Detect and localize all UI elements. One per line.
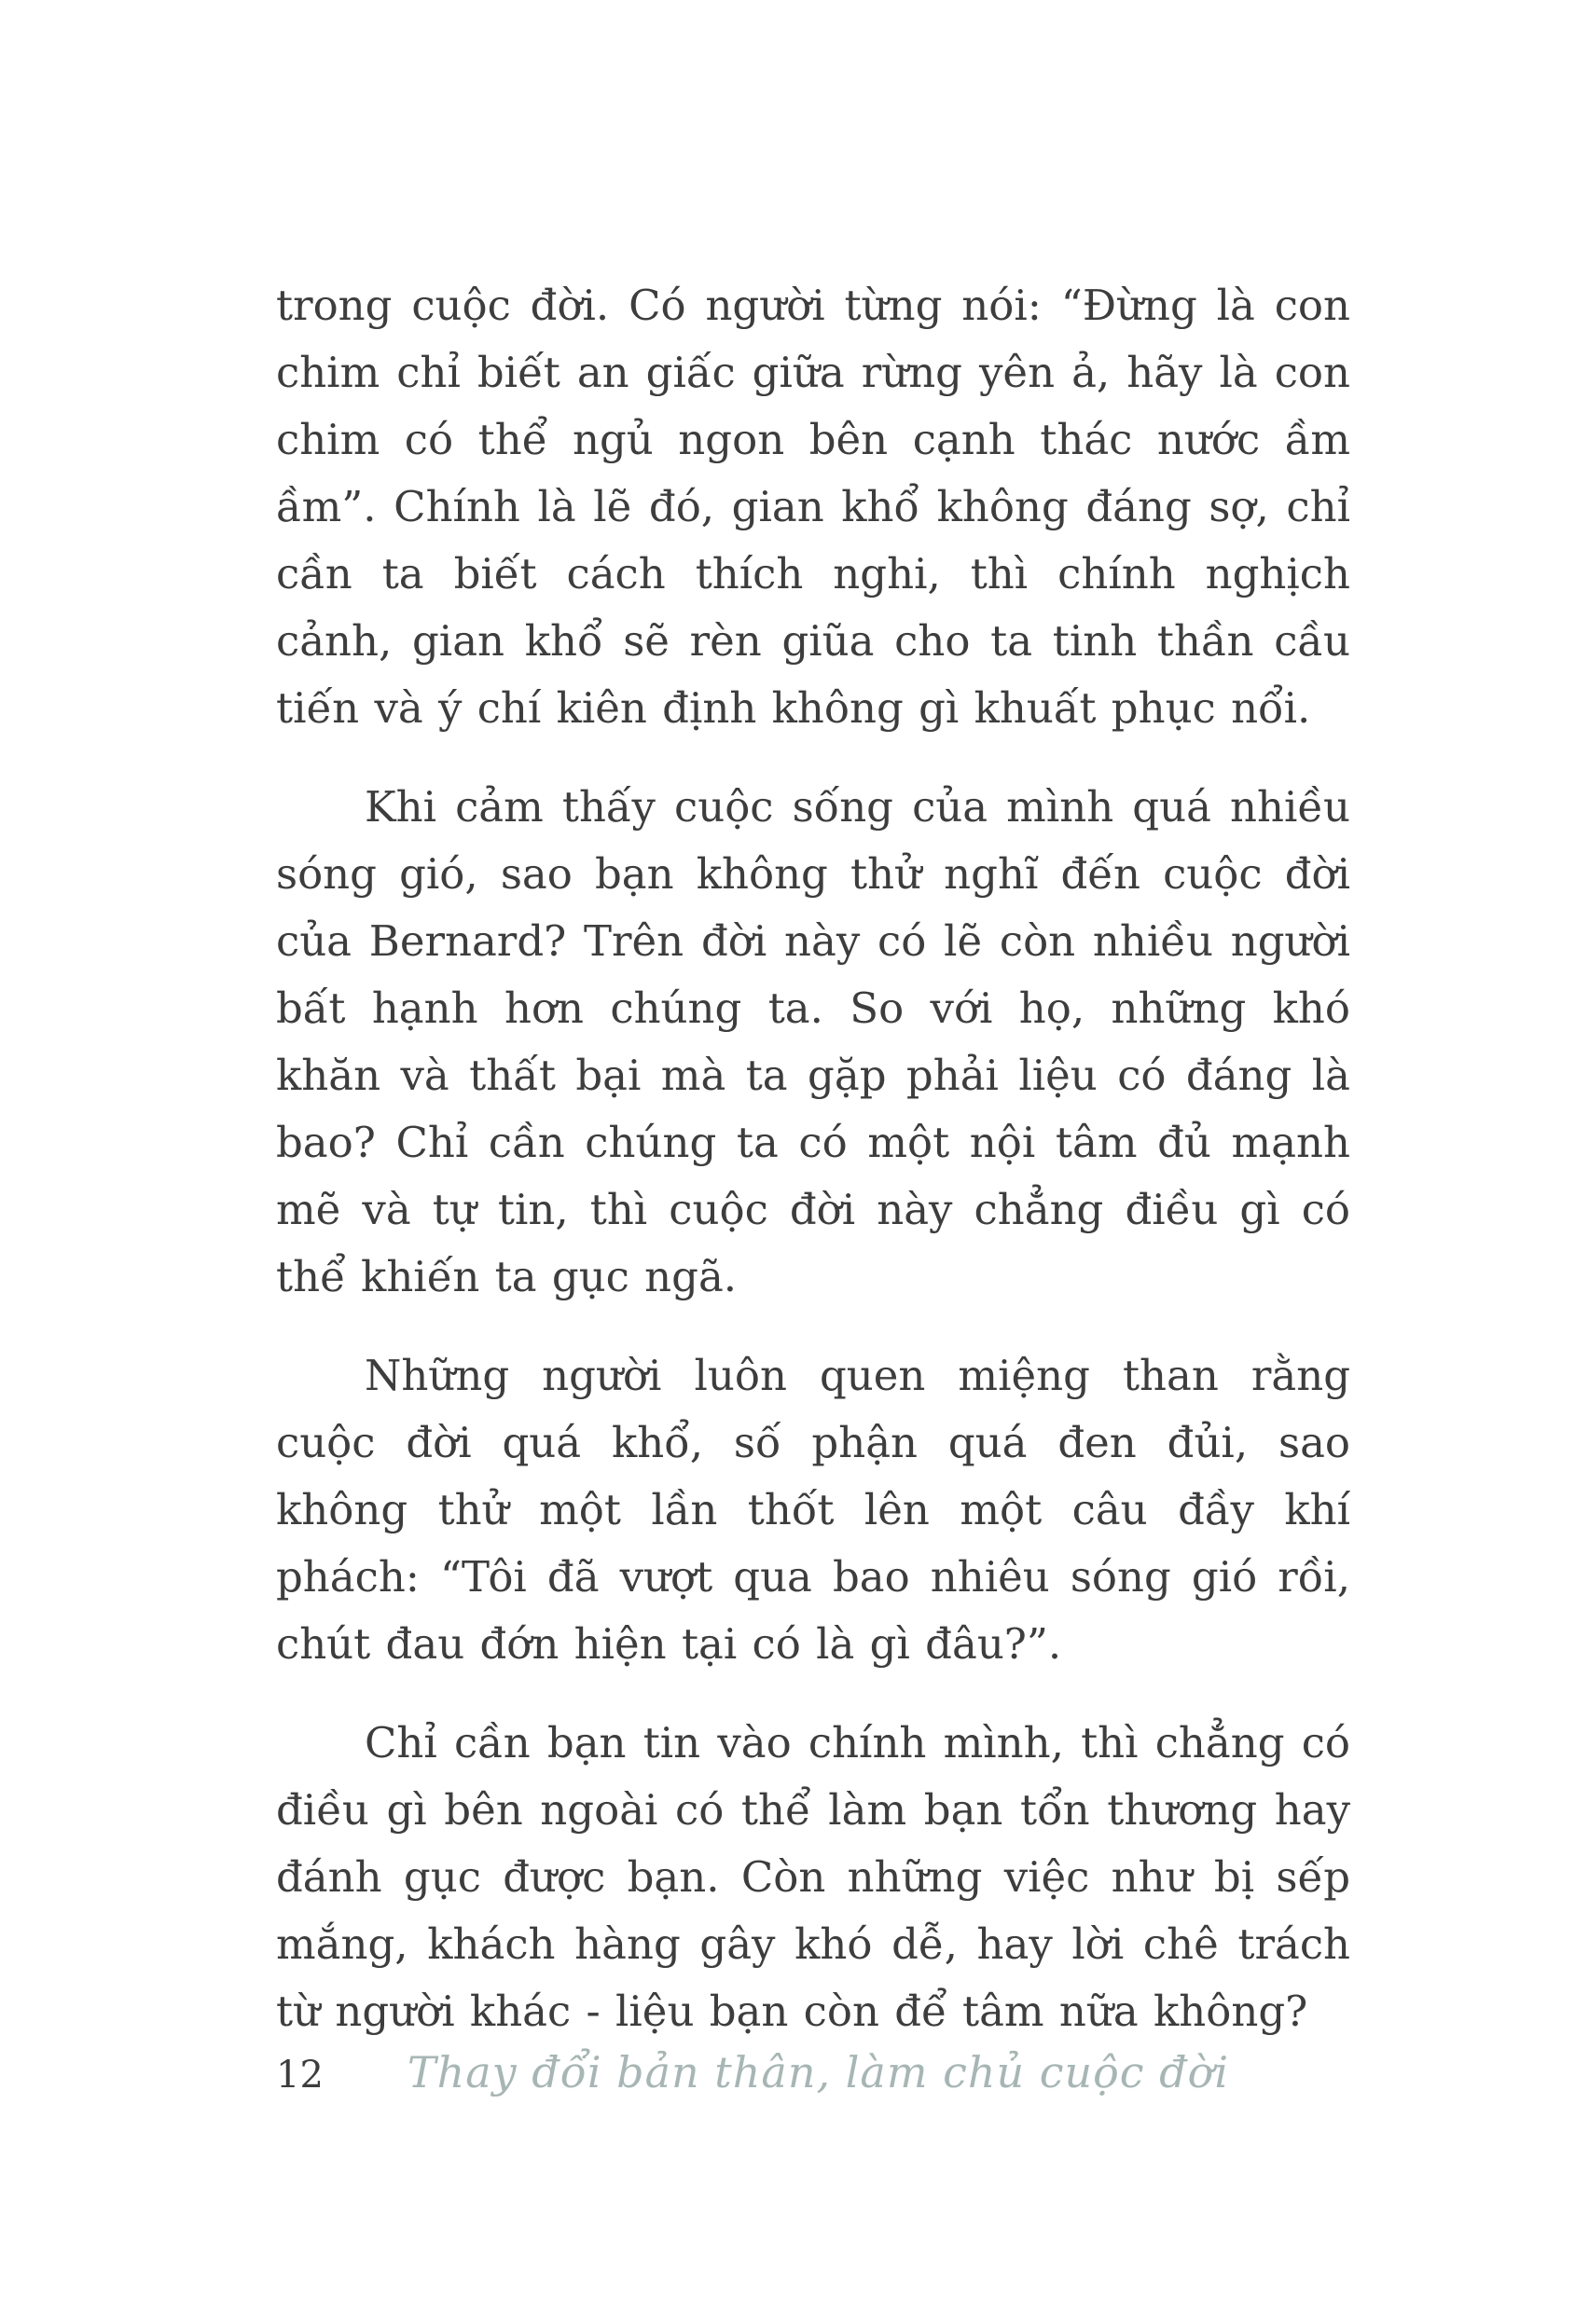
page-number: 12 <box>276 2054 324 2097</box>
paragraph: Những người luôn quen miệng than rằng cuộc đời quá khổ, số phận quá đen đủi, sao không thử một lần thốt lên một câu đầy khí phách: “Tôi đã vượt qua bao nhiêu sóng gió rồi, chút đau đớn hiện tại có là gì đâu?”. <box>276 1351 1350 1669</box>
paragraph: Khi cảm thấy cuộc sống của mình quá nhiều sóng gió, sao bạn không thử nghĩ đến cuộc đời của Bernard? Trên đời này có lẽ còn nhiều người bất hạnh hơn chúng ta. So với họ, những khó khăn và thất bại mà ta gặp phải liệu có đáng là bao? Chỉ cần chúng ta có một nội tâm đủ mạnh mẽ và tự tin, thì cuộc đời này chẳng điều gì có thể khiến ta gục ngã. <box>276 782 1350 1301</box>
body-text <box>276 272 1350 2077</box>
book-title: Thay đổi bản thân, làm chủ cuộc đời <box>407 2047 1230 2097</box>
page-footer <box>276 2047 1350 2097</box>
paragraph: Chỉ cần bạn tin vào chính mình, thì chẳng có điều gì bên ngoài có thể làm bạn tổn thương hay đánh gục được bạn. Còn những việc như bị sếp mắng, khách hàng gây khó dễ, hay lời chê trách từ người khác - liệu bạn còn để tâm nữa không? <box>276 1718 1350 2036</box>
paragraph: trong cuộc đời. Có người từng nói: “Đừng là con chim chỉ biết an giấc giữa rừng yên ả, hãy là con chim có thể ngủ ngon bên cạnh thác nước ầm ầm”. Chính là lẽ đó, gian khổ không đáng sợ, chỉ cần ta biết cách thích nghi, thì chính nghịch cảnh, gian khổ sẽ rèn giũa cho ta tinh thần cầu tiến và ý chí kiên định không gì khuất phục nổi. <box>276 281 1350 733</box>
